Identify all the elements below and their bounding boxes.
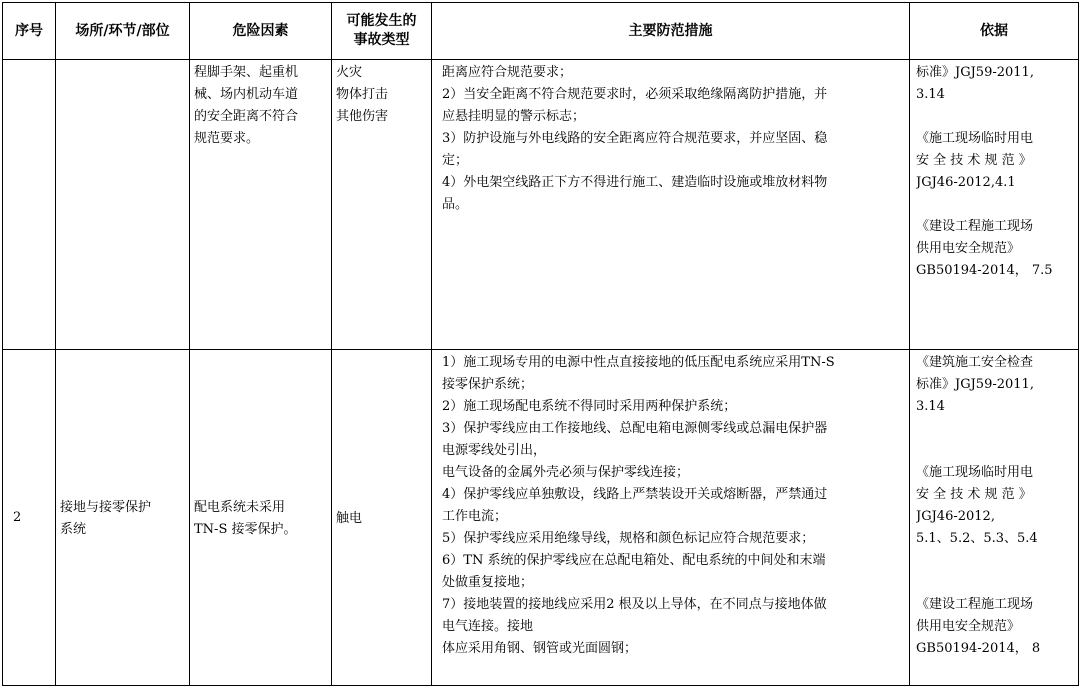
- basis-line: 供用电安全规范》: [916, 241, 1021, 256]
- basis-line: 《施工现场临时用电: [916, 131, 1034, 146]
- row1-hazard-cell: [190, 60, 332, 350]
- measure-line: 1）施工现场专用的电源中性点直接接地的低压配电系统应采用TN-S: [442, 355, 835, 370]
- row2-measures-cell: [432, 350, 910, 686]
- header-seq: 序号: [3, 3, 56, 60]
- basis-line: JGJ46-2012,4.1: [916, 175, 1016, 190]
- basis-line: GB50194-2014， 7.5: [916, 263, 1053, 278]
- row2-location-cell: [56, 350, 190, 686]
- measure-line: 工作电流；: [442, 509, 508, 524]
- accident-type: 物体打击: [336, 87, 389, 102]
- basis-line: 5.1、5.2、5.3、5.4: [916, 531, 1038, 546]
- measure-line: 2）施工现场配电系统不得同时采用两种保护系统；: [442, 399, 737, 414]
- row2-basis-cell: [910, 350, 1079, 686]
- accident-type: 其他伤害: [336, 109, 389, 124]
- hazard-line: 械、场内机动车道: [194, 87, 299, 102]
- row1-seq-cell: [3, 60, 56, 350]
- measure-line: 3）保护零线应由工作接地线、总配电箱电源侧零线或总漏电保护器: [442, 421, 828, 436]
- measure-line: 5）保护零线应采用绝缘导线，规格和颜色标记应符合规范要求；: [442, 531, 815, 546]
- row1-accident-cell: [332, 60, 432, 350]
- measure-line: 品。: [442, 197, 469, 212]
- row1-measures-cell: [432, 60, 910, 350]
- basis-line: JGJ46-2012,: [916, 509, 995, 524]
- location-line: 接地与接零保护: [60, 499, 152, 515]
- table-row: [3, 60, 1079, 350]
- accident-type: 触电: [336, 510, 363, 526]
- measure-line: 电源零线处引出，: [442, 443, 547, 458]
- header-measures: 主要防范措施: [432, 3, 910, 60]
- measure-line: 处做重复接地；: [442, 575, 534, 590]
- measure-line: 7）接地装置的接地线应采用2 根及以上导体，在不同点与接地体做: [442, 597, 827, 612]
- basis-line: 《施工现场临时用电: [916, 465, 1034, 480]
- hazard-table: [2, 2, 1079, 686]
- basis-line: 《建设工程施工现场: [916, 219, 1034, 234]
- measure-line: 体应采用角钢、钢管或光面圆钢；: [442, 641, 638, 656]
- row2-hazard-cell: [190, 350, 332, 686]
- location-line: 系统: [60, 521, 87, 537]
- accident-type: 火灾: [336, 65, 363, 80]
- measure-line: 应悬挂明显的警示标志；: [442, 109, 586, 124]
- measure-line: 接零保护系统；: [442, 377, 534, 392]
- row2-seq-cell: 2: [3, 350, 56, 686]
- basis-line: 《建设工程施工现场: [916, 597, 1034, 612]
- basis-line: 3.14: [916, 87, 945, 102]
- basis-line: 标准》JGJ59-2011,: [916, 65, 1034, 80]
- measure-line: 4）保护零线应单独敷设，线路上严禁装设开关或熔断器，严禁通过: [442, 487, 828, 502]
- hazard-line: TN-S 接零保护。: [194, 521, 297, 537]
- row1-basis-cell: [910, 60, 1079, 350]
- row1-location-cell: [56, 60, 190, 350]
- header-accident-line2: 事故类型: [353, 32, 410, 48]
- hazard-line: 规范要求。: [194, 131, 260, 146]
- measure-line: 2）当安全距离不符合规范要求时，必须采取绝缘隔离防护措施，并: [442, 87, 828, 102]
- header-accident-line1: 可能发生的: [346, 13, 417, 29]
- row2-accident-cell: [332, 350, 432, 686]
- basis-line: 标准》JGJ59-2011,: [916, 377, 1034, 392]
- basis-line: 3.14: [916, 399, 945, 414]
- table-header-row: [3, 3, 1079, 60]
- basis-line: 安 全 技 术 规 范 》: [916, 487, 1032, 502]
- basis-line: 安 全 技 术 规 范 》: [916, 153, 1032, 168]
- measure-line: 4）外电架空线路正下方不得进行施工、建造临时设施或堆放材料物: [442, 175, 828, 190]
- measure-line: 定；: [442, 153, 469, 168]
- measure-line: 距离应符合规范要求；: [442, 65, 573, 80]
- measure-line: 3）防护设施与外电线路的安全距离应符合规范要求，并应坚固、稳: [442, 131, 828, 146]
- header-accident-type: [332, 3, 432, 60]
- basis-line: 供用电安全规范》: [916, 619, 1021, 634]
- hazard-line: 配电系统未采用: [194, 499, 286, 515]
- measure-line: 电气连接。接地: [442, 619, 534, 634]
- header-basis: 依据: [910, 3, 1079, 60]
- hazard-line: 的安全距离不符合: [194, 109, 299, 124]
- basis-line: 《建筑施工安全检查: [916, 355, 1034, 370]
- header-hazard: 危险因素: [190, 3, 332, 60]
- measure-line: 电气设备的金属外壳必须与保护零线连接；: [442, 465, 690, 480]
- basis-line: GB50194-2014， 8: [916, 641, 1041, 656]
- header-location: 场所/环节/部位: [56, 3, 190, 60]
- hazard-line: 程脚手架、起重机: [194, 65, 299, 80]
- measure-line: 6）TN 系统的保护零线应在总配电箱处、配电系统的中间处和末端: [442, 553, 826, 568]
- table-row: [3, 350, 1079, 686]
